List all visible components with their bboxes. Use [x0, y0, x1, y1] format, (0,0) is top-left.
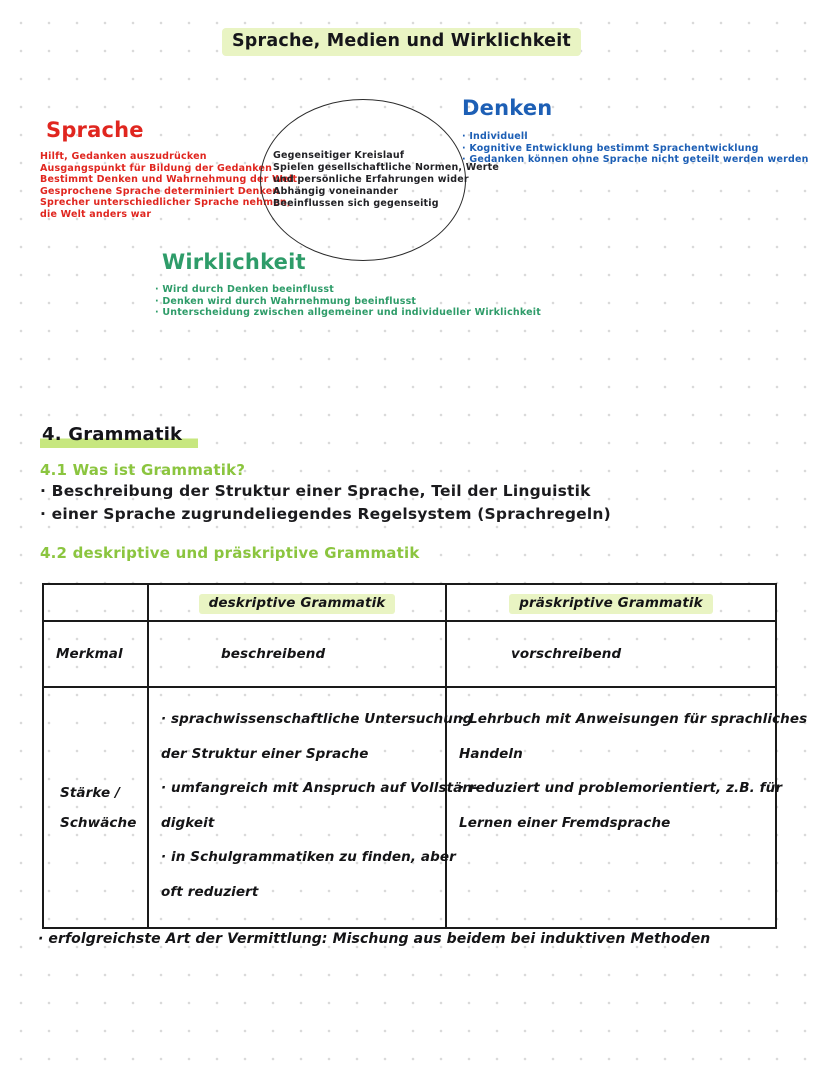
section-grammatik-heading: 4. Grammatik [40, 424, 198, 448]
mindmap-wirklichkeit-notes [155, 284, 541, 319]
header-cell-deskriptiv [148, 584, 446, 621]
note-line: · Denken wird durch Wahrnehmung beeinflusst [155, 295, 417, 307]
note-line: der Struktur einer Sprache [161, 745, 369, 762]
mindmap-circle-notes [261, 150, 499, 210]
note-line: die Welt anders war [40, 208, 152, 220]
note-line: Bestimmt Denken und Wahrnehmung der Welt [40, 174, 298, 185]
cell-merkmal-deskriptiv: beschreibend [148, 621, 446, 687]
note-line: Schwäche [60, 814, 137, 831]
note-line: Spielen gesellschaftliche Normen, Werte [273, 162, 499, 173]
note-line: · umfangreich mit Anspruch auf Vollstän- [161, 780, 478, 796]
note-line: · Beschreibung der Struktur einer Sprache, Teil der Linguistik [40, 482, 591, 500]
note-line: und persönliche Erfahrungen wider [273, 174, 469, 185]
note-line: oft reduziert [161, 883, 259, 900]
note-line: Ausgangspunkt für Bildung der Gedanken [40, 162, 273, 174]
row-label-staerke-schwaeche [43, 687, 148, 928]
cell-merkmal-praeskriptiv: vorschreibend [446, 621, 776, 687]
note-line: Gesprochene Sprache determiniert Denken [40, 185, 280, 197]
note-line: · in Schulgrammatiken zu finden, aber [161, 849, 456, 865]
grammar-comparison-table [42, 583, 808, 929]
note-line: · einer Sprache zugrundeliegendes Regelsystem (Sprachregeln) [40, 504, 611, 523]
header-cell-praeskriptiv [446, 584, 776, 621]
row-label-merkmal: Merkmal [43, 621, 148, 687]
col-header-praeskriptiv: präskriptive Grammatik [509, 594, 712, 614]
note-line: Hilft, Gedanken auszudrücken [40, 151, 207, 162]
note-line: Gegenseitiger Kreislauf [273, 150, 405, 161]
note-line: Stärke / [60, 784, 121, 801]
note-line: Lernen einer Fremdsprache [459, 814, 671, 831]
subsection-4-2-heading: 4.2 deskriptive und präskriptive Grammatik [40, 544, 420, 562]
table-header-row [43, 584, 776, 621]
note-line: · Wird durch Denken beeinflusst [155, 284, 334, 295]
table-row-staerke-schwaeche [43, 687, 776, 928]
note-line: Beeinflussen sich gegenseitig [273, 198, 439, 209]
header-cell-empty [43, 584, 148, 621]
note-line: digkeit [161, 814, 215, 831]
subsection-4-1-heading: 4.1 Was ist Grammatik? [40, 461, 246, 479]
mindmap-denken-heading: Denken [462, 96, 553, 120]
note-line: Sprecher unterschiedlicher Sprache nehmen, [40, 197, 291, 208]
page-title: Sprache, Medien und Wirklichkeit [222, 28, 581, 56]
note-line: · Gedanken können ohne Sprache nicht geteilt werden werden [462, 154, 809, 165]
table-row-merkmal [43, 621, 776, 687]
note-line: Abhängig voneinander [273, 186, 399, 197]
note-line: · sprachwissenschaftliche Untersuchung [161, 711, 473, 727]
mindmap-wirklichkeit-heading: Wirklichkeit [162, 250, 306, 274]
note-line: · reduziert und problemorientiert, z.B. für [459, 780, 783, 796]
grammatik-definition-lines [40, 480, 611, 525]
cell-staerke-praeskriptiv [446, 687, 808, 928]
table-footnote: · erfolgreichste Art der Vermittlung: Mischung aus beidem bei induktiven Methoden [38, 931, 711, 947]
note-line: · Unterscheidung zwischen allgemeiner und individueller Wirklichkeit [155, 307, 541, 318]
note-line: · Lehrbuch mit Anweisungen für sprachliches [459, 711, 808, 727]
mindmap-denken-notes [462, 131, 809, 166]
note-line: · Individuell [462, 131, 528, 142]
mindmap-sprache-notes [40, 151, 297, 220]
note-line: Handeln [459, 745, 523, 762]
cell-staerke-deskriptiv [148, 687, 478, 928]
mindmap-sprache-heading: Sprache [46, 118, 144, 142]
col-header-deskriptiv: deskriptive Grammatik [199, 594, 396, 614]
note-line: · Kognitive Entwicklung bestimmt Sprachentwicklung [462, 142, 759, 154]
